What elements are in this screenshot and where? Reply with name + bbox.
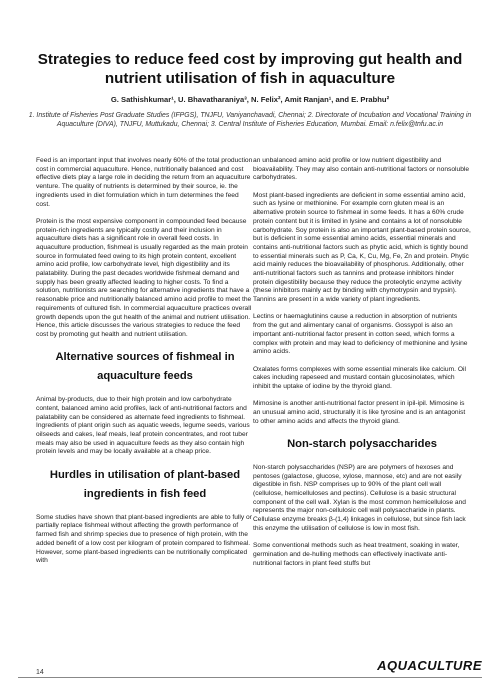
right-column [253,157,471,577]
body-paragraph: Protein is the most expensive component in compounded feed because protein-rich ingredients are typically costly and their inclusion in aquaculture diets has a significant role in overall feed costs. In aquaculture production, fishmeal is usually regarded as the main protein source in formulated feed owing to its high protein content, excellent amino acid profile, low carbohydrate level, high digestibility and its palatability. During the past decades worldwide fishmeal demand and supply has been greatly affected leading to higher costs. To find a solution, nutritionists are searching for alternative ingredients that have a reasonable price and nutritionally balanced amino acid profile to meet the requirements of cultured fish. In commercial aquaculture practices overall growth depends upon the gut health of the animal and nutrient utilisation. Hence, this article discusses the various strategies to reduce the feed cost by promoting gut health and nutrient utilisation. [36,217,252,338]
left-column [36,157,254,575]
body-paragraph: Most plant-based ingredients are deficient in some essential amino acid, such as lysine or methionine. For example corn gluten meal is an alternative protein source to fishmeal in some feeds. It has a 60% crude protein content but it is limited in lysine and contains a lot of nonsoluble carbohydrate. Soy protein is also an important plant-based protein source, but is deficient in some essential amino acids, essential minerals and contains anti-nutritional factors such as phytic acid, which is tightly bound to essential minerals such as P, Ca, K, Cu, Mg, Fe, Zn and protein. Phytic acid mainly reduces the bioavailability of phosphorus. Additionally, other anti-nutritional factors such as tannins and protease inhibitors hinder protein digestibility because they reduce the proteolytic enzyme activity (these inhibitors mainly act by binding with chymotrypsin and trypsin). Tannins are present in a wide variety of plant ingredients. [253,191,471,304]
footer-rule [18,677,482,678]
body-paragraph: Mimosine is another anti-nutritional factor present in ipil-ipil. Mimosine is an unusual amino acid, structurally it is like tyrosine and is an antagonist to other amino acids and affects the thyroid gland. [253,400,466,425]
article-authors: G. Sathishkumar¹, U. Bhavatharaniya³, N. Felix², Amit Ranjan¹, and E. Prabhu² [110,95,390,104]
article-title: Strategies to reduce feed cost by improving gut health and nutrient utilisation of fish in aquaculture [37,51,463,87]
magazine-logo: AQUACULTURE [377,658,482,673]
body-paragraph: Oxalates forms complexes with some essential minerals like calcium. Oil cakes including rapeseed and mustard contain glucosinolates, which inhibit the uptake of iodine by the thyroid gland. [253,365,466,390]
body-paragraph: Non-starch polysaccharides (NSP) are are polymers of hexoses and pentoses (galactose, glucose, xylose, mannose, etc) and are not easily digestible in fish. NSP comprises up to 90% of the plant cell wall (cellulose, hemicelluloses and pectins). Cellulose is a basic structural component of the cell wall. Xylan is the most common hemicellulose and represents the major non-cellulosic cell wall polysaccharide in plants. Cellulase enzyme breaks β-(1,4) linkages in cellulose, but since fish lack this enzyme the utilisation of cellulose is low in most fish. [253,463,466,532]
body-paragraph: Some conventional methods such as heat treatment, soaking in water, germination and de-hulling methods can effectively inactivate anti-nutritional factors in plant feed stuffs but [253,542,460,567]
body-paragraph: Some studies have shown that plant-based ingredients are able to fully or partially replace fishmeal without affecting the growth performance of farmed fish and shrimp species due to presence of high protein, with the added benefit of a low cost per kilogram of protein compared to fishmeal. However, some plant-based ingredients can be nutritionally complicated with [36,513,252,565]
body-paragraph: Lectins or haemaglutinins cause a reduction in absorption of nutrients from the gut and alimentary canal of organisms. Gossypol is also an important anti-nutritional factor present in cotton seed, which forms a complex with protein and may lead to deficiency of methionine and lysine amino acids. [253,313,468,356]
section-heading: Non-starch polysaccharides [287,437,437,450]
section-heading: Alternative sources of fishmeal in aquaculture feeds [55,351,235,383]
article-affiliations: 1. Institute of Fisheries Post Graduate Studies (IFPGS), TNJFU, Vaniyanchavadi, Chennai; 2. Directorate of Incubation and Vocational Training in Aquaculture (DIVA), TNJFU, Muttukadu, Chennai; 3. Central Institute of Fisheries Education, Mumbai. Email: n.felix@tnfu.ac.in [28,112,472,128]
body-paragraph: an unbalanced amino acid profile or low nutrient digestibility and bioavailability. They may also contain anti-nutritional factors or nonsoluble carbohydrates. [253,157,470,182]
page-number: 14 [36,669,44,676]
body-paragraph: Animal by-products, due to their high protein and low carbohydrate content, balanced amino acid profiles, lack of anti-nutritional factors and palatability can be considered as alternate feed ingredients to fishmeal. Ingredients of plant origin such as aquatic weeds, legume seeds, various oilseeds and cakes, leaf meals, leaf protein concentrates, and root tuber meals may also be used in aquaculture feeds as they also contain high protein levels and may be locally available at a cheap price. [36,396,250,456]
section-heading: Hurdles in utilisation of plant-based ingredients in fish feed [49,468,241,500]
body-paragraph: Feed is an important input that involves nearly 60% of the total production cost in commercial aquaculture. Hence, nutritionally balanced and cost effective diets play a large role in deciding the return from an aquaculture venture. The quality of nutrients is determined by their source, ie. the ingredients used in diet formulation which in turn determines the feed cost. [36,157,253,208]
